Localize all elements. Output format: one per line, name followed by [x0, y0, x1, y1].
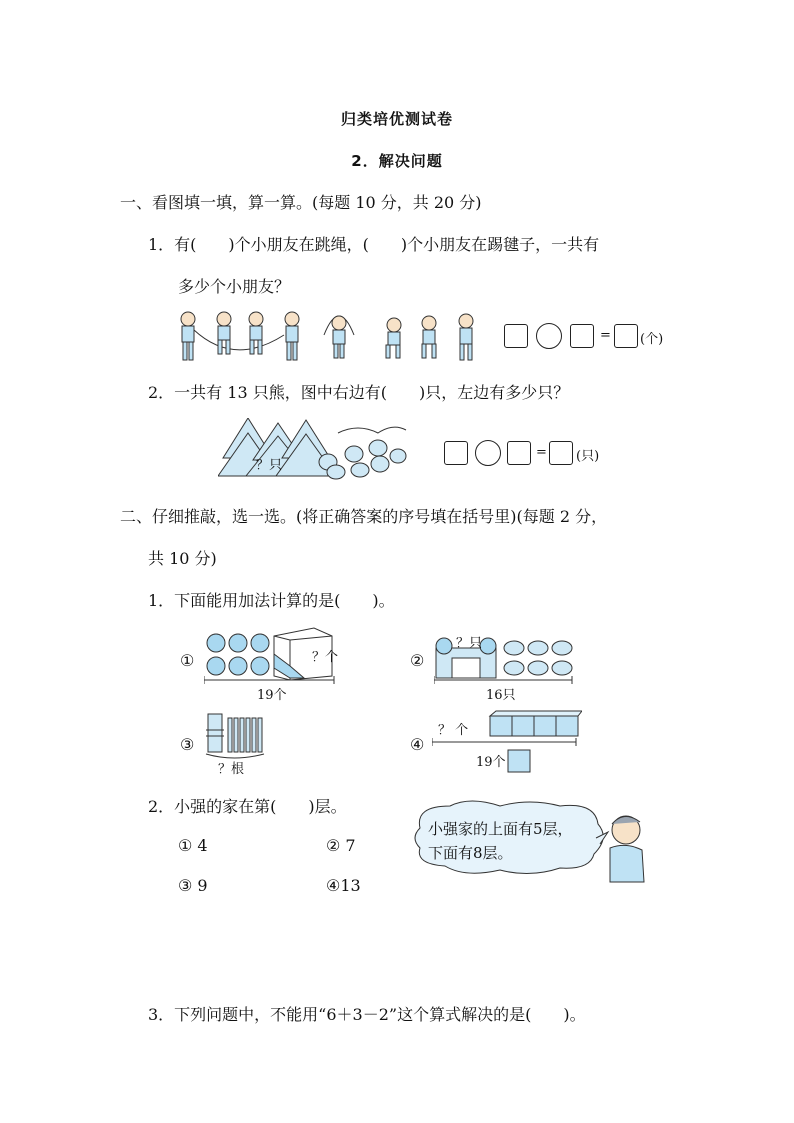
jumping-rope-kids-illustration: [174, 305, 494, 367]
bears-and-trees-illustration: [218, 418, 408, 480]
s2-q1-option3-number: ③: [180, 735, 195, 754]
q1-answer-box-1[interactable]: [504, 324, 528, 348]
q1-answer-box-3[interactable]: [614, 324, 638, 348]
s2-q1-option1-box-label: ？个: [312, 650, 339, 665]
s2-q2-option3: ③ 9: [178, 876, 208, 895]
q1-answer-box-2[interactable]: [570, 324, 594, 348]
q1-unit: (个): [640, 332, 664, 347]
option4-cubes-illustration: [432, 710, 582, 776]
q1-text-line2: 多少个小朋友？: [178, 277, 291, 296]
q2-tree-label: ？只: [256, 458, 283, 473]
q1-operator-circle[interactable]: [536, 323, 562, 349]
q2-answer-box-2[interactable]: [507, 441, 531, 465]
page-title: 归类培优测试卷: [340, 110, 453, 128]
s2-q1-option4-total: 19个: [476, 755, 506, 770]
q2-unit: (只): [576, 449, 600, 464]
s2-q1-option4-top-label: ？ 个: [438, 723, 469, 738]
q2-operator-circle[interactable]: [475, 440, 501, 466]
option3-sticks-illustration: [204, 710, 268, 760]
section2-heading-line1: 二、仔细推敲，选一选。(将正确答案的序号填在括号里)(每题 2 分，: [120, 507, 608, 526]
s2-q1-option4-number: ④: [410, 735, 425, 754]
section1-heading: 一、看图填一填，算一算。(每题 10 分，共 20 分): [120, 193, 482, 212]
bubble-text-line2: 下面有8层。: [428, 844, 513, 862]
q2-text: 2．一共有 13 只熊，图中右边有( )只，左边有多少只？: [148, 383, 570, 402]
s2-q1-option2-total: 16只: [486, 688, 516, 703]
s2-q2-option4: ④13: [326, 876, 361, 895]
q2-equals-sign: =: [536, 445, 547, 460]
s2-q1-option1-number: ①: [180, 651, 195, 670]
q1-equals-sign: =: [600, 328, 611, 343]
s2-q2-text: 2．小强的家在第( )层。: [148, 797, 347, 816]
s2-q3-text: 3．下列问题中，不能用“6＋3－2”这个算式解决的是( )。: [148, 1005, 586, 1024]
section2-heading-line2: 共 10 分): [148, 549, 217, 568]
s2-q1-option2-number: ②: [410, 651, 425, 670]
s2-q2-option2: ② 7: [326, 836, 356, 855]
s2-q2-option1: ① 4: [178, 836, 208, 855]
page-subtitle: 2．解决问题: [351, 152, 443, 170]
s2-q1-option3-total: ？根: [218, 762, 245, 777]
q2-answer-box-3[interactable]: [549, 441, 573, 465]
q2-answer-box-1[interactable]: [444, 441, 468, 465]
bubble-text-line1: 小强家的上面有5层，: [428, 820, 573, 838]
s2-q1-option1-total: 19个: [257, 688, 287, 703]
q1-text-line1: 1．有( )个小朋友在跳绳，( )个小朋友在踢毽子，一共有: [148, 235, 600, 254]
s2-q1-text: 1．下面能用加法计算的是( )。: [148, 591, 395, 610]
option2-house-and-rabbits-illustration: [434, 630, 574, 684]
s2-q1-option2-top-label: ？只: [456, 636, 483, 651]
